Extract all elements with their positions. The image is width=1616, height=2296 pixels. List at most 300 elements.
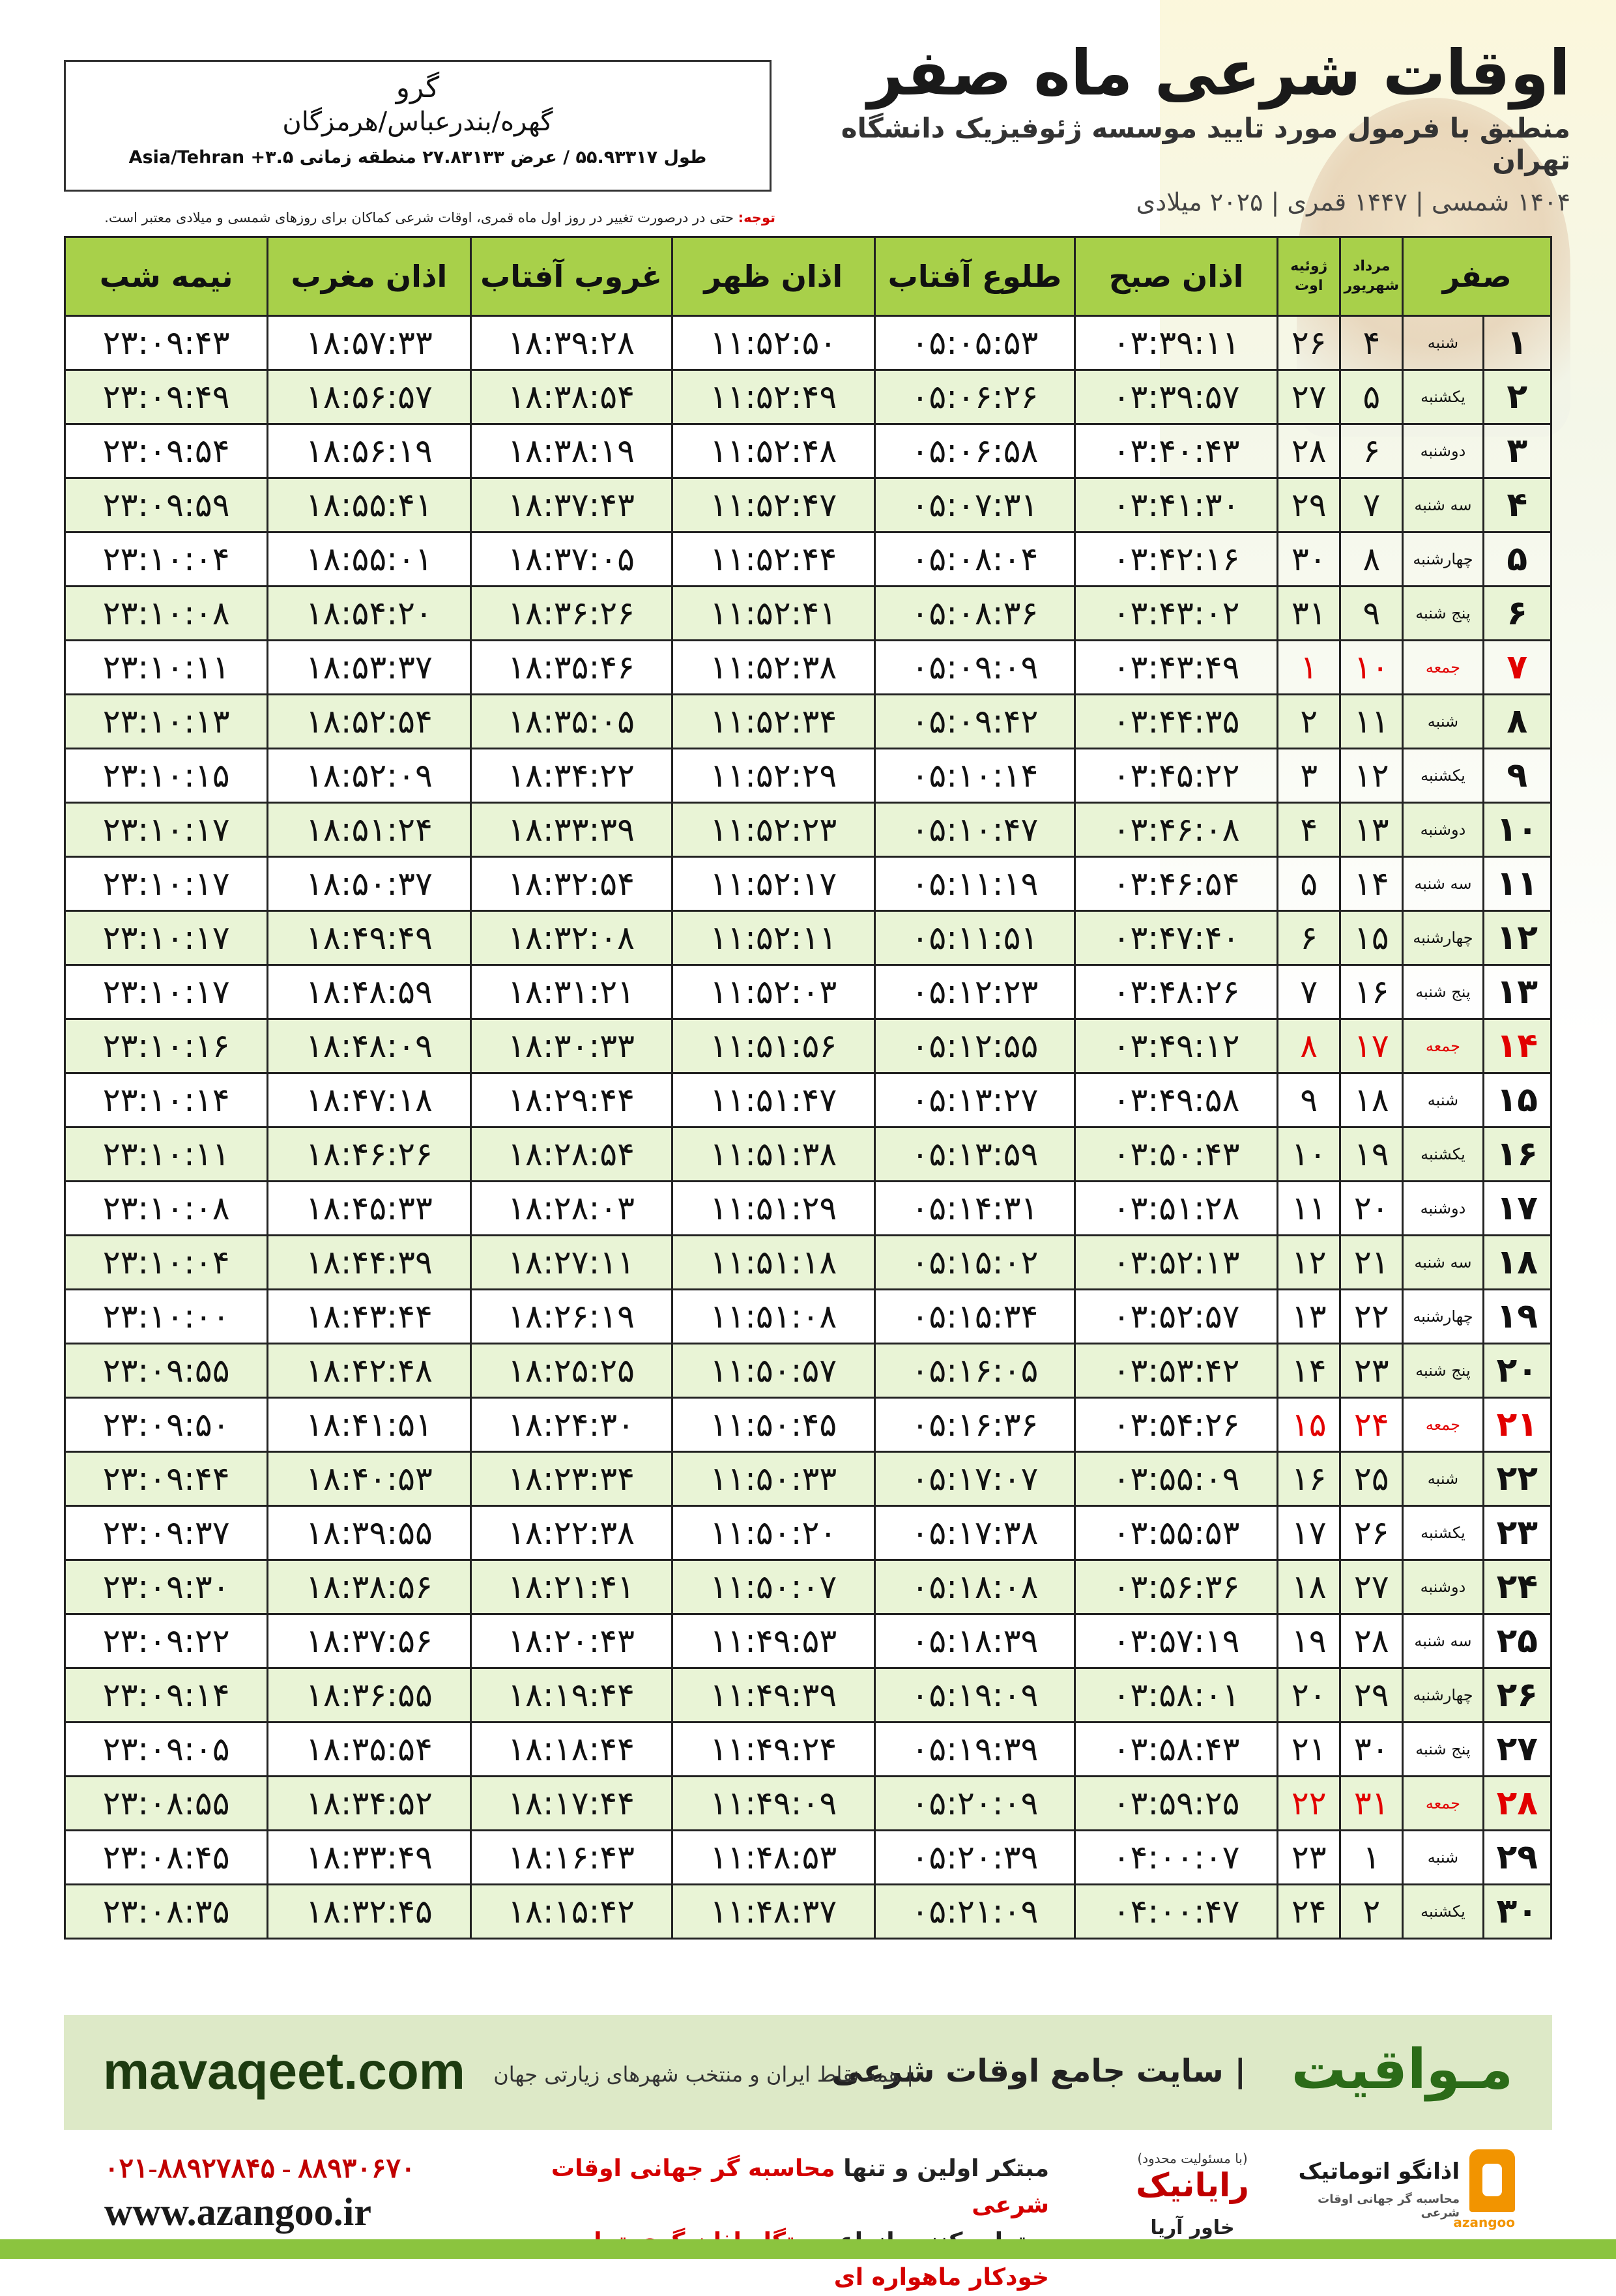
table-row: [65, 1182, 1551, 1236]
midnight-time: ۲۳:۱۰:۱۱: [65, 641, 268, 695]
shamsi-date: ۲۳: [1340, 1344, 1403, 1398]
azangoo-subtitle: محاسبه گر جهانی اوقات شرعی: [1318, 2192, 1460, 2220]
shamsi-date: ۳۱: [1340, 1777, 1403, 1831]
weekday: چهارشنبه: [1403, 1290, 1483, 1344]
dhuhr-time: ۱۱:۵۰:۴۵: [672, 1398, 874, 1452]
maghrib-time: ۱۸:۴۵:۳۳: [268, 1182, 470, 1236]
table-row: [65, 1344, 1551, 1398]
dhuhr-time: ۱۱:۵۰:۰۷: [672, 1560, 874, 1614]
miladi-date: ۷: [1278, 965, 1340, 1019]
maghrib-time: ۱۸:۳۴:۵۲: [268, 1777, 470, 1831]
fajr-time: ۰۳:۵۱:۲۸: [1075, 1182, 1277, 1236]
sunrise-time: ۰۵:۰۶:۲۶: [874, 370, 1075, 424]
header-maghrib: اذان مغرب: [268, 237, 470, 316]
miladi-date: ۲۴: [1278, 1885, 1340, 1939]
sunrise-time: ۰۵:۱۶:۳۶: [874, 1398, 1075, 1452]
note: [64, 210, 775, 225]
sunset-time: ۱۸:۱۹:۴۴: [470, 1668, 672, 1722]
header-day: صفر: [1403, 237, 1551, 316]
brand-tagline-secondary: | همه نقاط ایران و منتخب شهرهای زیارتی جهان: [493, 2062, 914, 2087]
day-number: ۱۳: [1483, 965, 1551, 1019]
fajr-time: ۰۳:۵۲:۵۷: [1075, 1290, 1277, 1344]
midnight-time: ۲۳:۰۹:۴۴: [65, 1452, 268, 1506]
sunset-time: ۱۸:۱۵:۴۲: [470, 1885, 672, 1939]
location-name: گرو: [396, 71, 440, 104]
weekday: یکشنبه: [1403, 1885, 1483, 1939]
azangoo-title: اذانگو اتوماتیک: [1298, 2158, 1460, 2185]
table-row: [65, 1073, 1551, 1127]
miladi-date: ۲۰: [1278, 1668, 1340, 1722]
table-row: [65, 587, 1551, 641]
sunset-time: ۱۸:۳۵:۴۶: [470, 641, 672, 695]
weekday: یکشنبه: [1403, 749, 1483, 803]
shamsi-date: ۲: [1340, 1885, 1403, 1939]
header-shamsi: مرداد شهریور: [1340, 237, 1403, 316]
sunset-time: ۱۸:۳۲:۰۸: [470, 911, 672, 965]
sunrise-time: ۰۵:۱۳:۵۹: [874, 1127, 1075, 1182]
sunset-time: ۱۸:۳۱:۲۱: [470, 965, 672, 1019]
weekday: سه شنبه: [1403, 857, 1483, 911]
promo-line-2: خودکار ماهواره ای: [833, 2264, 1049, 2291]
table-row: [65, 532, 1551, 587]
maghrib-time: ۱۸:۵۶:۱۹: [268, 424, 470, 478]
miladi-date: ۱۲: [1278, 1236, 1340, 1290]
maghrib-time: ۱۸:۵۶:۵۷: [268, 370, 470, 424]
day-number: ۷: [1483, 641, 1551, 695]
header-midnight: نیمه شب: [65, 237, 268, 316]
midnight-time: ۲۳:۱۰:۱۶: [65, 1019, 268, 1073]
sunset-time: ۱۸:۲۳:۳۴: [470, 1452, 672, 1506]
sunset-time: ۱۸:۲۸:۵۴: [470, 1127, 672, 1182]
shamsi-date: ۱۹: [1340, 1127, 1403, 1182]
midnight-time: ۲۳:۱۰:۱۷: [65, 857, 268, 911]
shamsi-date: ۵: [1340, 370, 1403, 424]
location-region: گهره/بندرعباس/هرمزگان: [282, 107, 553, 137]
sunset-time: ۱۸:۳۴:۲۲: [470, 749, 672, 803]
miladi-date: ۲۶: [1278, 316, 1340, 370]
fajr-time: ۰۳:۴۳:۴۹: [1075, 641, 1277, 695]
shamsi-date: ۲۰: [1340, 1182, 1403, 1236]
site-url[interactable]: mavaqeet.com: [103, 2042, 465, 2100]
day-number: ۵: [1483, 532, 1551, 587]
dhuhr-time: ۱۱:۵۱:۱۸: [672, 1236, 874, 1290]
sunset-time: ۱۸:۱۷:۴۴: [470, 1777, 672, 1831]
shamsi-date: ۲۹: [1340, 1668, 1403, 1722]
dhuhr-time: ۱۱:۵۲:۱۷: [672, 857, 874, 911]
midnight-time: ۲۳:۰۹:۵۴: [65, 424, 268, 478]
fajr-time: ۰۳:۴۶:۰۸: [1075, 803, 1277, 857]
day-number: ۲۶: [1483, 1668, 1551, 1722]
shamsi-date: ۳۰: [1340, 1722, 1403, 1777]
day-number: ۸: [1483, 695, 1551, 749]
midnight-time: ۲۳:۰۹:۳۰: [65, 1560, 268, 1614]
miladi-date: ۴: [1278, 803, 1340, 857]
miladi-date: ۲: [1278, 695, 1340, 749]
maghrib-time: ۱۸:۴۸:۰۹: [268, 1019, 470, 1073]
sunrise-time: ۰۵:۱۰:۱۴: [874, 749, 1075, 803]
sunset-time: ۱۸:۲۰:۴۳: [470, 1614, 672, 1668]
midnight-time: ۲۳:۱۰:۱۳: [65, 695, 268, 749]
weekday: چهارشنبه: [1403, 1668, 1483, 1722]
dhuhr-time: ۱۱:۴۹:۵۳: [672, 1614, 874, 1668]
weekday: سه شنبه: [1403, 1236, 1483, 1290]
miladi-date: ۱: [1278, 641, 1340, 695]
sunset-time: ۱۸:۳۳:۳۹: [470, 803, 672, 857]
note-text: حتی در درصورت تغییر در روز اول ماه قمری، اوقات شرعی کماکان برای روزهای شمسی و میلادی معتبر است.: [104, 210, 738, 225]
midnight-time: ۲۳:۱۰:۱۱: [65, 1127, 268, 1182]
day-number: ۲۱: [1483, 1398, 1551, 1452]
miladi-date: ۱۹: [1278, 1614, 1340, 1668]
sunrise-time: ۰۵:۱۱:۱۹: [874, 857, 1075, 911]
weekday: پنج شنبه: [1403, 1344, 1483, 1398]
sunset-time: ۱۸:۲۷:۱۱: [470, 1236, 672, 1290]
dhuhr-time: ۱۱:۴۹:۰۹: [672, 1777, 874, 1831]
shamsi-date: ۱۶: [1340, 965, 1403, 1019]
maghrib-time: ۱۸:۳۳:۴۹: [268, 1831, 470, 1885]
header-miladi: ژوئیه اوت: [1278, 237, 1340, 316]
sunrise-time: ۰۵:۰۶:۵۸: [874, 424, 1075, 478]
weekday: یکشنبه: [1403, 1506, 1483, 1560]
day-number: ۳: [1483, 424, 1551, 478]
fajr-time: ۰۳:۴۳:۰۲: [1075, 587, 1277, 641]
sunset-time: ۱۸:۳۷:۴۳: [470, 478, 672, 532]
fajr-time: ۰۳:۴۷:۴۰: [1075, 911, 1277, 965]
miladi-date: ۱۱: [1278, 1182, 1340, 1236]
rayanik-logo: [1108, 2151, 1277, 2239]
contact-phones: ۰۲۱-۸۸۹۲۷۸۴۵ - ۸۸۹۳۰۶۷۰: [104, 2154, 416, 2184]
day-number: ۶: [1483, 587, 1551, 641]
day-number: ۲۰: [1483, 1344, 1551, 1398]
table-row: [65, 1614, 1551, 1668]
miladi-date: ۲۲: [1278, 1777, 1340, 1831]
miladi-date: ۱۶: [1278, 1452, 1340, 1506]
sunset-time: ۱۸:۳۲:۵۴: [470, 857, 672, 911]
maghrib-time: ۱۸:۵۷:۳۳: [268, 316, 470, 370]
page-header: [815, 36, 1570, 216]
dhuhr-time: ۱۱:۵۰:۵۷: [672, 1344, 874, 1398]
table-row: [65, 1452, 1551, 1506]
midnight-time: ۲۳:۰۸:۴۵: [65, 1831, 268, 1885]
table-row: [65, 1831, 1551, 1885]
footer-band: [64, 2015, 1552, 2130]
fajr-time: ۰۳:۵۵:۵۳: [1075, 1506, 1277, 1560]
sunset-time: ۱۸:۲۵:۲۵: [470, 1344, 672, 1398]
dhuhr-time: ۱۱:۵۲:۴۴: [672, 532, 874, 587]
location-coords: طول ۵۵.۹۳۳۱۷ / عرض ۲۷.۸۳۱۳۳ منطقه زمانی ۳.۵+ Asia/Tehran: [128, 147, 707, 167]
maghrib-time: ۱۸:۳۷:۵۶: [268, 1614, 470, 1668]
weekday: شنبه: [1403, 1452, 1483, 1506]
sunset-time: ۱۸:۳۰:۳۳: [470, 1019, 672, 1073]
weekday: شنبه: [1403, 695, 1483, 749]
miladi-date: ۱۰: [1278, 1127, 1340, 1182]
shamsi-date: ۱۱: [1340, 695, 1403, 749]
midnight-time: ۲۳:۰۹:۱۴: [65, 1668, 268, 1722]
weekday: دوشنبه: [1403, 424, 1483, 478]
fajr-time: ۰۳:۴۱:۳۰: [1075, 478, 1277, 532]
sunset-time: ۱۸:۳۸:۵۴: [470, 370, 672, 424]
calendar-years: ۱۴۰۴ شمسی | ۱۴۴۷ قمری | ۲۰۲۵ میلادی: [1136, 187, 1570, 216]
note-label: توجه:: [738, 210, 775, 225]
prayer-times-table: [64, 236, 1552, 1940]
header-sunrise: طلوع آفتاب: [874, 237, 1075, 316]
miladi-date: ۱۴: [1278, 1344, 1340, 1398]
table-row: [65, 1127, 1551, 1182]
table-row: [65, 1236, 1551, 1290]
weekday: جمعه: [1403, 1777, 1483, 1831]
sunrise-time: ۰۵:۱۸:۳۹: [874, 1614, 1075, 1668]
sunrise-time: ۰۵:۱۹:۳۹: [874, 1722, 1075, 1777]
dhuhr-time: ۱۱:۵۱:۵۶: [672, 1019, 874, 1073]
day-number: ۱۹: [1483, 1290, 1551, 1344]
miladi-date: ۵: [1278, 857, 1340, 911]
dhuhr-time: ۱۱:۴۸:۳۷: [672, 1885, 874, 1939]
dhuhr-time: ۱۱:۵۲:۴۸: [672, 424, 874, 478]
table-row: [65, 1290, 1551, 1344]
maghrib-time: ۱۸:۴۷:۱۸: [268, 1073, 470, 1127]
day-number: ۱۶: [1483, 1127, 1551, 1182]
header-sunset: غروب آفتاب: [470, 237, 672, 316]
contact-website[interactable]: www.azangoo.ir: [104, 2190, 371, 2233]
fajr-time: ۰۳:۴۸:۲۶: [1075, 965, 1277, 1019]
table-row: [65, 749, 1551, 803]
weekday: شنبه: [1403, 1073, 1483, 1127]
fajr-time: ۰۳:۴۴:۳۵: [1075, 695, 1277, 749]
table-row: [65, 1885, 1551, 1939]
maghrib-time: ۱۸:۴۳:۴۴: [268, 1290, 470, 1344]
shamsi-date: ۲۱: [1340, 1236, 1403, 1290]
midnight-time: ۲۳:۰۸:۵۵: [65, 1777, 268, 1831]
day-number: ۲۸: [1483, 1777, 1551, 1831]
sunrise-time: ۰۵:۱۷:۰۷: [874, 1452, 1075, 1506]
sunrise-time: ۰۵:۱۲:۲۳: [874, 965, 1075, 1019]
dhuhr-time: ۱۱:۵۰:۲۰: [672, 1506, 874, 1560]
miladi-date: ۸: [1278, 1019, 1340, 1073]
maghrib-time: ۱۸:۵۱:۲۴: [268, 803, 470, 857]
dhuhr-time: ۱۱:۵۲:۳۸: [672, 641, 874, 695]
day-number: ۱۵: [1483, 1073, 1551, 1127]
fajr-time: ۰۳:۵۹:۲۵: [1075, 1777, 1277, 1831]
dhuhr-time: ۱۱:۵۲:۵۰: [672, 316, 874, 370]
table-row: [65, 1722, 1551, 1777]
maghrib-time: ۱۸:۴۲:۴۸: [268, 1344, 470, 1398]
midnight-time: ۲۳:۱۰:۱۷: [65, 803, 268, 857]
day-number: ۲: [1483, 370, 1551, 424]
azangoo-icon: [1469, 2149, 1515, 2212]
weekday: جمعه: [1403, 1398, 1483, 1452]
sunrise-time: ۰۵:۰۷:۳۱: [874, 478, 1075, 532]
sunset-time: ۱۸:۲۶:۱۹: [470, 1290, 672, 1344]
bottom-bar: [0, 2239, 1616, 2259]
sunset-time: ۱۸:۱۶:۴۳: [470, 1831, 672, 1885]
dhuhr-time: ۱۱:۴۹:۲۴: [672, 1722, 874, 1777]
midnight-time: ۲۳:۱۰:۱۵: [65, 749, 268, 803]
maghrib-time: ۱۸:۵۵:۴۱: [268, 478, 470, 532]
dhuhr-time: ۱۱:۵۲:۴۷: [672, 478, 874, 532]
fajr-time: ۰۳:۵۲:۱۳: [1075, 1236, 1277, 1290]
shamsi-date: ۱۰: [1340, 641, 1403, 695]
dhuhr-time: ۱۱:۵۱:۳۸: [672, 1127, 874, 1182]
maghrib-time: ۱۸:۴۶:۲۶: [268, 1127, 470, 1182]
day-number: ۲۹: [1483, 1831, 1551, 1885]
sunset-time: ۱۸:۲۲:۳۸: [470, 1506, 672, 1560]
maghrib-time: ۱۸:۳۲:۴۵: [268, 1885, 470, 1939]
sunrise-time: ۰۵:۲۱:۰۹: [874, 1885, 1075, 1939]
midnight-time: ۲۳:۱۰:۰۸: [65, 1182, 268, 1236]
weekday: سه شنبه: [1403, 478, 1483, 532]
sunrise-time: ۰۵:۰۹:۴۲: [874, 695, 1075, 749]
fajr-time: ۰۳:۵۵:۰۹: [1075, 1452, 1277, 1506]
miladi-date: ۱۸: [1278, 1560, 1340, 1614]
page-subtitle: منطبق با فرمول مورد تایید موسسه ژئوفیزیک دانشگاه تهران: [841, 111, 1570, 176]
sunrise-time: ۰۵:۰۸:۰۴: [874, 532, 1075, 587]
sunrise-time: ۰۵:۱۸:۰۸: [874, 1560, 1075, 1614]
midnight-time: ۲۳:۰۹:۰۵: [65, 1722, 268, 1777]
dhuhr-time: ۱۱:۴۹:۳۹: [672, 1668, 874, 1722]
miladi-date: ۱۷: [1278, 1506, 1340, 1560]
weekday: شنبه: [1403, 1831, 1483, 1885]
header-dhuhr: اذان ظهر: [672, 237, 874, 316]
maghrib-time: ۱۸:۵۳:۳۷: [268, 641, 470, 695]
fajr-time: ۰۳:۵۳:۴۲: [1075, 1344, 1277, 1398]
maghrib-time: ۱۸:۳۶:۵۵: [268, 1668, 470, 1722]
sunrise-time: ۰۵:۱۶:۰۵: [874, 1344, 1075, 1398]
day-number: ۲۵: [1483, 1614, 1551, 1668]
table-row: [65, 1506, 1551, 1560]
dhuhr-time: ۱۱:۵۲:۴۹: [672, 370, 874, 424]
maghrib-time: ۱۸:۴۹:۴۹: [268, 911, 470, 965]
miladi-date: ۹: [1278, 1073, 1340, 1127]
sunrise-time: ۰۵:۱۰:۴۷: [874, 803, 1075, 857]
weekday: پنج شنبه: [1403, 1722, 1483, 1777]
fajr-time: ۰۴:۰۰:۴۷: [1075, 1885, 1277, 1939]
fajr-time: ۰۳:۴۲:۱۶: [1075, 532, 1277, 587]
day-number: ۴: [1483, 478, 1551, 532]
maghrib-time: ۱۸:۴۰:۵۳: [268, 1452, 470, 1506]
weekday: چهارشنبه: [1403, 532, 1483, 587]
day-number: ۱: [1483, 316, 1551, 370]
sunset-time: ۱۸:۳۷:۰۵: [470, 532, 672, 587]
midnight-time: ۲۳:۱۰:۱۷: [65, 911, 268, 965]
sunrise-time: ۰۵:۱۵:۳۴: [874, 1290, 1075, 1344]
midnight-time: ۲۳:۰۹:۲۲: [65, 1614, 268, 1668]
shamsi-date: ۱: [1340, 1831, 1403, 1885]
table-row: [65, 1560, 1551, 1614]
sunrise-time: ۰۵:۱۱:۵۱: [874, 911, 1075, 965]
fajr-time: ۰۳:۳۹:۵۷: [1075, 370, 1277, 424]
shamsi-date: ۲۸: [1340, 1614, 1403, 1668]
maghrib-time: ۱۸:۳۸:۵۶: [268, 1560, 470, 1614]
maghrib-time: ۱۸:۵۵:۰۱: [268, 532, 470, 587]
midnight-time: ۲۳:۰۹:۳۷: [65, 1506, 268, 1560]
midnight-time: ۲۳:۰۹:۵۹: [65, 478, 268, 532]
table-row: [65, 965, 1551, 1019]
maghrib-time: ۱۸:۴۴:۳۹: [268, 1236, 470, 1290]
table-row: [65, 911, 1551, 965]
midnight-time: ۲۳:۱۰:۰۴: [65, 1236, 268, 1290]
day-number: ۱۱: [1483, 857, 1551, 911]
sunrise-time: ۰۵:۱۷:۳۸: [874, 1506, 1075, 1560]
sunset-time: ۱۸:۲۹:۴۴: [470, 1073, 672, 1127]
maghrib-time: ۱۸:۳۵:۵۴: [268, 1722, 470, 1777]
table-row: [65, 370, 1551, 424]
promo-line-1: مبتکر اولین و تنها محاسبه گر جهانی اوقات شرعی: [551, 2155, 1049, 2218]
day-number: ۱۴: [1483, 1019, 1551, 1073]
shamsi-date: ۲۶: [1340, 1506, 1403, 1560]
fajr-time: ۰۳:۳۹:۱۱: [1075, 316, 1277, 370]
shamsi-date: ۲۲: [1340, 1290, 1403, 1344]
maghrib-time: ۱۸:۴۸:۵۹: [268, 965, 470, 1019]
dhuhr-time: ۱۱:۵۲:۲۳: [672, 803, 874, 857]
day-number: ۱۸: [1483, 1236, 1551, 1290]
shamsi-date: ۹: [1340, 587, 1403, 641]
table-row: [65, 316, 1551, 370]
sunrise-time: ۰۵:۱۲:۵۵: [874, 1019, 1075, 1073]
weekday: دوشنبه: [1403, 1182, 1483, 1236]
sunrise-time: ۰۵:۱۵:۰۲: [874, 1236, 1075, 1290]
sunrise-time: ۰۵:۲۰:۳۹: [874, 1831, 1075, 1885]
fajr-time: ۰۳:۵۰:۴۳: [1075, 1127, 1277, 1182]
day-number: ۱۲: [1483, 911, 1551, 965]
day-number: ۲۲: [1483, 1452, 1551, 1506]
shamsi-date: ۱۳: [1340, 803, 1403, 857]
table-row: [65, 1777, 1551, 1831]
fajr-time: ۰۳:۴۹:۱۲: [1075, 1019, 1277, 1073]
shamsi-date: ۲۷: [1340, 1560, 1403, 1614]
weekday: پنج شنبه: [1403, 965, 1483, 1019]
weekday: دوشنبه: [1403, 803, 1483, 857]
page-title: اوقات شرعی ماه صفر: [867, 36, 1570, 109]
fajr-time: ۰۳:۴۶:۵۴: [1075, 857, 1277, 911]
table-row: [65, 1019, 1551, 1073]
sunrise-time: ۰۵:۰۹:۰۹: [874, 641, 1075, 695]
table-row: [65, 424, 1551, 478]
sunset-time: ۱۸:۲۴:۳۰: [470, 1398, 672, 1452]
maghrib-time: ۱۸:۵۲:۵۴: [268, 695, 470, 749]
fajr-time: ۰۳:۵۸:۰۱: [1075, 1668, 1277, 1722]
day-number: ۲۳: [1483, 1506, 1551, 1560]
miladi-date: ۶: [1278, 911, 1340, 965]
sunset-time: ۱۸:۳۸:۱۹: [470, 424, 672, 478]
miladi-date: ۲۷: [1278, 370, 1340, 424]
midnight-time: ۲۳:۰۸:۳۵: [65, 1885, 268, 1939]
maghrib-time: ۱۸:۵۲:۰۹: [268, 749, 470, 803]
sunset-time: ۱۸:۳۵:۰۵: [470, 695, 672, 749]
maghrib-time: ۱۸:۵۴:۲۰: [268, 587, 470, 641]
maghrib-time: ۱۸:۴۱:۵۱: [268, 1398, 470, 1452]
miladi-date: ۱۵: [1278, 1398, 1340, 1452]
rayanik-name: رایانیک خاور آریا: [1136, 2166, 1249, 2239]
day-number: ۲۷: [1483, 1722, 1551, 1777]
rayanik-small: (با مسئولیت محدود): [1137, 2151, 1248, 2166]
midnight-time: ۲۳:۱۰:۰۰: [65, 1290, 268, 1344]
fajr-time: ۰۳:۴۵:۲۲: [1075, 749, 1277, 803]
fajr-time: ۰۴:۰۰:۰۷: [1075, 1831, 1277, 1885]
midnight-time: ۲۳:۰۹:۵۵: [65, 1344, 268, 1398]
miladi-date: ۳۰: [1278, 532, 1340, 587]
sunrise-time: ۰۵:۲۰:۰۹: [874, 1777, 1075, 1831]
dhuhr-time: ۱۱:۵۱:۴۷: [672, 1073, 874, 1127]
midnight-time: ۲۳:۱۰:۱۴: [65, 1073, 268, 1127]
brand-tagline: | سایت جامع اوقات شرعی: [831, 2053, 1246, 2089]
shamsi-date: ۲۴: [1340, 1398, 1403, 1452]
weekday: یکشنبه: [1403, 370, 1483, 424]
sunrise-time: ۰۵:۱۴:۳۱: [874, 1182, 1075, 1236]
table-header-row: [65, 237, 1551, 316]
table-row: [65, 803, 1551, 857]
day-number: ۹: [1483, 749, 1551, 803]
table-row: [65, 1398, 1551, 1452]
dhuhr-time: ۱۱:۵۲:۲۹: [672, 749, 874, 803]
